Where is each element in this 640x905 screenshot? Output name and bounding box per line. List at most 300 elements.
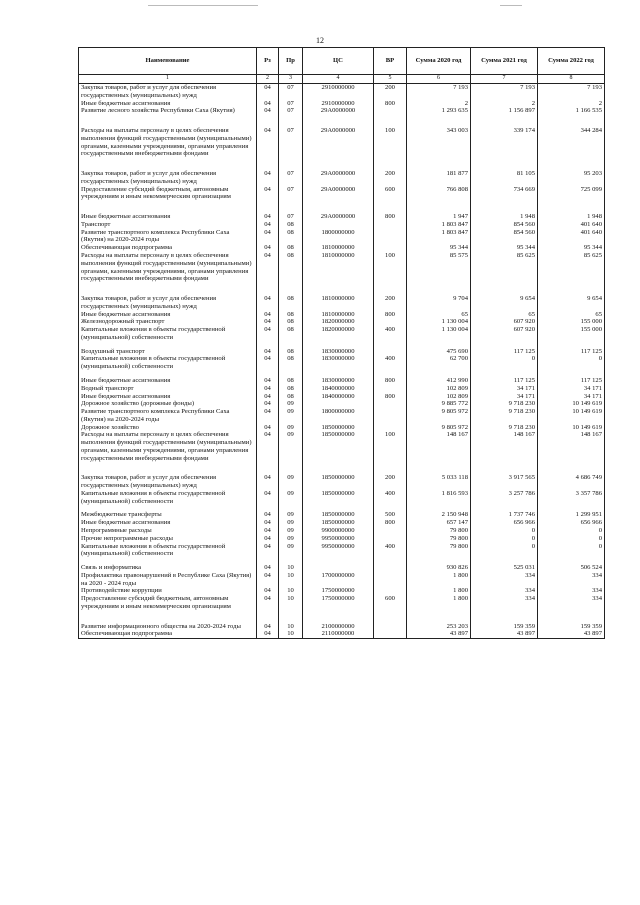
row-sum-2021: 607 920 bbox=[471, 326, 538, 342]
row-spacer bbox=[79, 201, 605, 213]
row-name: Противодействие коррупции bbox=[79, 587, 257, 595]
table-row bbox=[79, 393, 605, 401]
row-sum-2021: 334 bbox=[471, 587, 538, 595]
row-pr: 07 bbox=[279, 127, 303, 158]
row-rz: 04 bbox=[257, 623, 279, 631]
spacer-cell bbox=[257, 611, 279, 623]
header-sum-2021: Сумма 2021 год bbox=[471, 48, 538, 75]
row-sum-2021: 334 bbox=[471, 572, 538, 588]
row-sum-2022: 117 125 bbox=[538, 348, 605, 356]
row-pr: 08 bbox=[279, 393, 303, 401]
row-rz: 04 bbox=[257, 186, 279, 202]
row-rz: 04 bbox=[257, 587, 279, 595]
spacer-cell bbox=[257, 158, 279, 170]
row-rz: 04 bbox=[257, 519, 279, 527]
row-name: Иные бюджетные ассигнования bbox=[79, 311, 257, 319]
spacer-cell bbox=[407, 611, 471, 623]
row-name: Капитальные вложения в объекты государственной (муниципальной) собственности bbox=[79, 326, 257, 342]
row-sum-2022: 1 166 535 bbox=[538, 107, 605, 115]
row-rz: 04 bbox=[257, 377, 279, 385]
row-vr bbox=[374, 535, 407, 543]
row-sum-2021: 1 737 746 bbox=[471, 511, 538, 519]
header-cs: ЦС bbox=[303, 48, 374, 75]
table-row bbox=[79, 318, 605, 326]
row-spacer bbox=[79, 158, 605, 170]
row-name: Прочие непрограммные расходы bbox=[79, 535, 257, 543]
row-sum-2022: 506 524 bbox=[538, 564, 605, 572]
row-vr bbox=[374, 408, 407, 424]
spacer-cell bbox=[257, 462, 279, 474]
row-cs: 2110000000 bbox=[303, 630, 374, 638]
scan-mark-left bbox=[148, 5, 258, 6]
row-vr: 400 bbox=[374, 326, 407, 342]
spacer-cell bbox=[257, 201, 279, 213]
row-sum-2020: 475 690 bbox=[407, 348, 471, 356]
row-cs: 1830000000 bbox=[303, 348, 374, 356]
row-cs: 1850000000 bbox=[303, 474, 374, 490]
row-sum-2020: 2 150 948 bbox=[407, 511, 471, 519]
row-cs: 1850000000 bbox=[303, 431, 374, 462]
row-sum-2022: 159 359 bbox=[538, 623, 605, 631]
row-sum-2020: 412 990 bbox=[407, 377, 471, 385]
row-pr: 10 bbox=[279, 564, 303, 572]
table-row bbox=[79, 311, 605, 319]
row-sum-2022: 7 193 bbox=[538, 84, 605, 100]
row-name: Межбюджетные трансферты bbox=[79, 511, 257, 519]
row-sum-2022: 2 bbox=[538, 100, 605, 108]
row-vr bbox=[374, 564, 407, 572]
row-vr bbox=[374, 385, 407, 393]
row-vr bbox=[374, 527, 407, 535]
column-number-row bbox=[79, 75, 605, 84]
row-cs bbox=[303, 400, 374, 408]
row-name: Иные бюджетные ассигнования bbox=[79, 393, 257, 401]
row-sum-2021: 85 625 bbox=[471, 252, 538, 283]
header-sum-2022: Сумма 2022 год bbox=[538, 48, 605, 75]
row-pr: 09 bbox=[279, 543, 303, 559]
row-name: Развитие информационного общества на 2020-2024 годы bbox=[79, 623, 257, 631]
header-sum-2020: Сумма 2020 год bbox=[407, 48, 471, 75]
row-pr: 08 bbox=[279, 385, 303, 393]
row-name: Расходы на выплаты персоналу в целях обеспечения выполнения функций государственными (муниципальными) органами, казенными учреждениями, органами управления государственными внебюджетными фондами bbox=[79, 252, 257, 283]
row-name: Иные бюджетные ассигнования bbox=[79, 377, 257, 385]
table-row bbox=[79, 519, 605, 527]
spacer-cell bbox=[279, 158, 303, 170]
row-sum-2022: 656 966 bbox=[538, 519, 605, 527]
row-cs: 9950000000 bbox=[303, 543, 374, 559]
spacer-cell bbox=[538, 158, 605, 170]
row-cs: 1700000000 bbox=[303, 572, 374, 588]
row-vr bbox=[374, 400, 407, 408]
row-rz: 04 bbox=[257, 474, 279, 490]
row-sum-2020: 9 805 972 bbox=[407, 424, 471, 432]
row-rz: 04 bbox=[257, 100, 279, 108]
row-sum-2021: 0 bbox=[471, 543, 538, 559]
table-row bbox=[79, 511, 605, 519]
row-sum-2021: 117 125 bbox=[471, 377, 538, 385]
row-vr bbox=[374, 572, 407, 588]
row-rz: 04 bbox=[257, 572, 279, 588]
spacer-cell bbox=[407, 158, 471, 170]
row-cs: 1850000000 bbox=[303, 511, 374, 519]
table-row bbox=[79, 170, 605, 186]
spacer-cell bbox=[257, 115, 279, 127]
row-sum-2020: 1 800 bbox=[407, 595, 471, 611]
spacer-cell bbox=[538, 462, 605, 474]
table-row bbox=[79, 400, 605, 408]
row-sum-2020: 79 800 bbox=[407, 543, 471, 559]
table-row bbox=[79, 595, 605, 611]
row-vr bbox=[374, 107, 407, 115]
spacer-cell bbox=[471, 611, 538, 623]
row-pr: 09 bbox=[279, 535, 303, 543]
row-cs: 29А0000000 bbox=[303, 186, 374, 202]
row-sum-2022: 0 bbox=[538, 543, 605, 559]
row-sum-2021: 0 bbox=[471, 535, 538, 543]
spacer-cell bbox=[471, 201, 538, 213]
row-sum-2022: 344 284 bbox=[538, 127, 605, 158]
row-sum-2022: 117 125 bbox=[538, 377, 605, 385]
row-name: Обеспечивающая подпрограмма bbox=[79, 630, 257, 638]
row-vr bbox=[374, 623, 407, 631]
row-vr: 200 bbox=[374, 84, 407, 100]
row-sum-2020: 2 bbox=[407, 100, 471, 108]
spacer-cell bbox=[471, 115, 538, 127]
spacer-cell bbox=[407, 462, 471, 474]
row-sum-2022: 401 640 bbox=[538, 229, 605, 245]
row-cs: 1840000000 bbox=[303, 385, 374, 393]
row-name: Закупка товаров, работ и услуг для обеспечения государственных (муниципальных) нужд bbox=[79, 170, 257, 186]
row-sum-2022: 1 948 bbox=[538, 213, 605, 221]
row-rz: 04 bbox=[257, 311, 279, 319]
row-name: Водный транспорт bbox=[79, 385, 257, 393]
table-row bbox=[79, 355, 605, 371]
row-sum-2022: 95 203 bbox=[538, 170, 605, 186]
row-rz: 04 bbox=[257, 564, 279, 572]
table-row bbox=[79, 100, 605, 108]
table-row bbox=[79, 564, 605, 572]
row-cs: 1800000000 bbox=[303, 229, 374, 245]
row-sum-2020: 102 809 bbox=[407, 385, 471, 393]
spacer-cell bbox=[471, 283, 538, 295]
spacer-cell bbox=[79, 201, 257, 213]
row-rz: 04 bbox=[257, 595, 279, 611]
row-pr: 08 bbox=[279, 355, 303, 371]
row-rz: 04 bbox=[257, 400, 279, 408]
row-sum-2022: 95 344 bbox=[538, 244, 605, 252]
table-row bbox=[79, 527, 605, 535]
row-sum-2021: 9 654 bbox=[471, 295, 538, 311]
row-cs: 1850000000 bbox=[303, 424, 374, 432]
row-pr: 09 bbox=[279, 519, 303, 527]
row-name: Закупка товаров, работ и услуг для обеспечения государственных (муниципальных) нужд bbox=[79, 295, 257, 311]
spacer-cell bbox=[303, 283, 374, 295]
spacer-cell bbox=[374, 201, 407, 213]
row-cs bbox=[303, 221, 374, 229]
row-sum-2021: 607 920 bbox=[471, 318, 538, 326]
row-pr: 08 bbox=[279, 295, 303, 311]
spacer-cell bbox=[471, 462, 538, 474]
row-spacer bbox=[79, 462, 605, 474]
row-name: Профилактика правонарушений в Республике Саха (Якутия) на 2020 - 2024 годы bbox=[79, 572, 257, 588]
row-name: Связь и информатика bbox=[79, 564, 257, 572]
header-pr: Пр bbox=[279, 48, 303, 75]
row-cs: 1840000000 bbox=[303, 393, 374, 401]
row-name: Дорожное хозяйство (дорожные фонды) bbox=[79, 400, 257, 408]
row-sum-2022: 4 686 749 bbox=[538, 474, 605, 490]
row-name: Развитие транспортного комплекса Республики Саха (Якутия) на 2020-2024 годы bbox=[79, 229, 257, 245]
row-sum-2022: 155 000 bbox=[538, 326, 605, 342]
row-vr: 800 bbox=[374, 377, 407, 385]
table-row bbox=[79, 84, 605, 100]
row-vr: 100 bbox=[374, 252, 407, 283]
row-rz: 04 bbox=[257, 213, 279, 221]
row-sum-2020: 9 885 772 bbox=[407, 400, 471, 408]
row-sum-2021: 95 344 bbox=[471, 244, 538, 252]
row-sum-2020: 1 803 847 bbox=[407, 221, 471, 229]
row-sum-2020: 657 147 bbox=[407, 519, 471, 527]
row-pr: 07 bbox=[279, 84, 303, 100]
row-vr: 400 bbox=[374, 490, 407, 506]
row-pr: 07 bbox=[279, 213, 303, 221]
row-vr bbox=[374, 244, 407, 252]
row-sum-2020: 1 293 635 bbox=[407, 107, 471, 115]
row-cs: 1810000000 bbox=[303, 252, 374, 283]
row-sum-2020: 1 130 004 bbox=[407, 326, 471, 342]
row-cs: 2910000000 bbox=[303, 100, 374, 108]
row-name: Расходы на выплаты персоналу в целях обеспечения выполнения функций государственными (муниципальными) органами, казенными учреждениями, органами управления государственными внебюджетными фондами bbox=[79, 127, 257, 158]
row-name: Иные бюджетные ассигнования bbox=[79, 100, 257, 108]
row-pr: 08 bbox=[279, 377, 303, 385]
page-number: 12 bbox=[316, 36, 324, 45]
row-pr: 09 bbox=[279, 474, 303, 490]
spacer-cell bbox=[279, 283, 303, 295]
row-vr: 800 bbox=[374, 393, 407, 401]
row-pr: 10 bbox=[279, 595, 303, 611]
row-vr bbox=[374, 221, 407, 229]
spacer-cell bbox=[279, 611, 303, 623]
row-sum-2022: 10 149 619 bbox=[538, 424, 605, 432]
row-rz: 04 bbox=[257, 295, 279, 311]
spacer-cell bbox=[374, 158, 407, 170]
row-vr: 400 bbox=[374, 543, 407, 559]
row-sum-2020: 79 800 bbox=[407, 527, 471, 535]
row-rz: 04 bbox=[257, 424, 279, 432]
row-name: Капитальные вложения в объекты государственной (муниципальной) собственности bbox=[79, 355, 257, 371]
row-sum-2022: 34 171 bbox=[538, 393, 605, 401]
header-vr: ВР bbox=[374, 48, 407, 75]
table-row bbox=[79, 408, 605, 424]
row-rz: 04 bbox=[257, 431, 279, 462]
row-sum-2022: 725 099 bbox=[538, 186, 605, 202]
row-name: Дорожное хозяйство bbox=[79, 424, 257, 432]
row-pr: 09 bbox=[279, 424, 303, 432]
row-pr: 10 bbox=[279, 587, 303, 595]
spacer-cell bbox=[279, 201, 303, 213]
row-pr: 08 bbox=[279, 229, 303, 245]
spacer-cell bbox=[303, 201, 374, 213]
row-sum-2022: 155 000 bbox=[538, 318, 605, 326]
row-sum-2020: 62 700 bbox=[407, 355, 471, 371]
row-sum-2020: 7 193 bbox=[407, 84, 471, 100]
column-number: 2 bbox=[257, 75, 279, 84]
row-rz: 04 bbox=[257, 630, 279, 638]
column-number: 6 bbox=[407, 75, 471, 84]
row-cs: 29А0000000 bbox=[303, 107, 374, 115]
row-sum-2020: 43 897 bbox=[407, 630, 471, 638]
table-row bbox=[79, 431, 605, 462]
row-cs: 9900000000 bbox=[303, 527, 374, 535]
table-row bbox=[79, 377, 605, 385]
column-number: 3 bbox=[279, 75, 303, 84]
table-row bbox=[79, 572, 605, 588]
row-sum-2022: 65 bbox=[538, 311, 605, 319]
row-cs: 1810000000 bbox=[303, 244, 374, 252]
row-sum-2020: 343 003 bbox=[407, 127, 471, 158]
row-rz: 04 bbox=[257, 127, 279, 158]
row-rz: 04 bbox=[257, 221, 279, 229]
row-spacer bbox=[79, 115, 605, 127]
row-sum-2021: 0 bbox=[471, 355, 538, 371]
row-sum-2022: 43 897 bbox=[538, 630, 605, 638]
row-cs: 29А0000000 bbox=[303, 213, 374, 221]
row-sum-2020: 930 826 bbox=[407, 564, 471, 572]
row-pr: 10 bbox=[279, 572, 303, 588]
table-row bbox=[79, 213, 605, 221]
row-pr: 07 bbox=[279, 100, 303, 108]
row-vr: 200 bbox=[374, 170, 407, 186]
row-sum-2022: 334 bbox=[538, 587, 605, 595]
row-pr: 08 bbox=[279, 318, 303, 326]
row-sum-2020: 1 803 847 bbox=[407, 229, 471, 245]
row-cs: 1810000000 bbox=[303, 311, 374, 319]
row-sum-2021: 34 171 bbox=[471, 385, 538, 393]
table-row bbox=[79, 326, 605, 342]
row-sum-2021: 81 105 bbox=[471, 170, 538, 186]
row-pr: 09 bbox=[279, 527, 303, 535]
row-name: Капитальные вложения в объекты государственной (муниципальной) собственности bbox=[79, 490, 257, 506]
row-pr: 09 bbox=[279, 490, 303, 506]
row-rz: 04 bbox=[257, 252, 279, 283]
table-row bbox=[79, 186, 605, 202]
header-row bbox=[79, 48, 605, 75]
row-rz: 04 bbox=[257, 490, 279, 506]
scan-mark-right bbox=[500, 5, 522, 6]
row-sum-2021: 34 171 bbox=[471, 393, 538, 401]
row-sum-2020: 85 575 bbox=[407, 252, 471, 283]
spacer-cell bbox=[79, 283, 257, 295]
row-sum-2021: 854 560 bbox=[471, 229, 538, 245]
spacer-cell bbox=[407, 283, 471, 295]
row-sum-2021: 1 156 897 bbox=[471, 107, 538, 115]
row-sum-2021: 148 167 bbox=[471, 431, 538, 462]
spacer-cell bbox=[279, 115, 303, 127]
row-rz: 04 bbox=[257, 326, 279, 342]
row-pr: 08 bbox=[279, 311, 303, 319]
row-sum-2022: 9 654 bbox=[538, 295, 605, 311]
row-pr: 09 bbox=[279, 400, 303, 408]
row-sum-2021: 117 125 bbox=[471, 348, 538, 356]
row-pr: 08 bbox=[279, 252, 303, 283]
row-pr: 07 bbox=[279, 107, 303, 115]
row-sum-2022: 401 640 bbox=[538, 221, 605, 229]
table-row bbox=[79, 244, 605, 252]
row-rz: 04 bbox=[257, 170, 279, 186]
row-cs: 1750000000 bbox=[303, 595, 374, 611]
row-sum-2020: 766 808 bbox=[407, 186, 471, 202]
row-pr: 07 bbox=[279, 170, 303, 186]
spacer-cell bbox=[374, 283, 407, 295]
row-cs: 2100000000 bbox=[303, 623, 374, 631]
row-sum-2021: 334 bbox=[471, 595, 538, 611]
row-cs: 1850000000 bbox=[303, 490, 374, 506]
row-cs: 29А0000000 bbox=[303, 170, 374, 186]
column-number: 1 bbox=[79, 75, 257, 84]
header-name: Наименование bbox=[79, 48, 257, 75]
row-cs: 9950000000 bbox=[303, 535, 374, 543]
row-sum-2020: 253 203 bbox=[407, 623, 471, 631]
row-sum-2020: 95 344 bbox=[407, 244, 471, 252]
row-rz: 04 bbox=[257, 385, 279, 393]
row-name: Непрограммные расходы bbox=[79, 527, 257, 535]
row-rz: 04 bbox=[257, 511, 279, 519]
row-vr bbox=[374, 587, 407, 595]
row-sum-2021: 1 948 bbox=[471, 213, 538, 221]
spacer-cell bbox=[538, 201, 605, 213]
row-pr: 08 bbox=[279, 348, 303, 356]
row-vr: 800 bbox=[374, 311, 407, 319]
row-cs: 1820000000 bbox=[303, 326, 374, 342]
table-row bbox=[79, 623, 605, 631]
column-number: 4 bbox=[303, 75, 374, 84]
spacer-cell bbox=[279, 462, 303, 474]
table-row bbox=[79, 587, 605, 595]
row-name: Предоставление субсидий бюджетным, автономным учреждениям и иным некоммерческим организациям bbox=[79, 595, 257, 611]
table-row bbox=[79, 474, 605, 490]
spacer-cell bbox=[79, 462, 257, 474]
row-vr: 100 bbox=[374, 431, 407, 462]
row-cs: 1810000000 bbox=[303, 295, 374, 311]
row-rz: 04 bbox=[257, 535, 279, 543]
row-cs: 1830000000 bbox=[303, 355, 374, 371]
row-pr: 09 bbox=[279, 511, 303, 519]
table-row bbox=[79, 107, 605, 115]
row-sum-2020: 5 033 118 bbox=[407, 474, 471, 490]
table-row bbox=[79, 490, 605, 506]
spacer-cell bbox=[303, 158, 374, 170]
row-sum-2021: 2 bbox=[471, 100, 538, 108]
row-rz: 04 bbox=[257, 355, 279, 371]
spacer-cell bbox=[407, 115, 471, 127]
spacer-cell bbox=[79, 158, 257, 170]
row-sum-2022: 0 bbox=[538, 535, 605, 543]
row-name: Развитие лесного хозяйства Республики Саха (Якутия) bbox=[79, 107, 257, 115]
row-vr: 500 bbox=[374, 511, 407, 519]
row-spacer bbox=[79, 611, 605, 623]
row-cs: 2910000000 bbox=[303, 84, 374, 100]
row-sum-2022: 34 171 bbox=[538, 385, 605, 393]
row-rz: 04 bbox=[257, 348, 279, 356]
table-row bbox=[79, 295, 605, 311]
row-sum-2021: 43 897 bbox=[471, 630, 538, 638]
row-name: Капитальные вложения в объекты государственной (муниципальной) собственности bbox=[79, 543, 257, 559]
row-pr: 07 bbox=[279, 186, 303, 202]
row-sum-2020: 65 bbox=[407, 311, 471, 319]
row-sum-2020: 1 130 004 bbox=[407, 318, 471, 326]
row-sum-2022: 148 167 bbox=[538, 431, 605, 462]
spacer-cell bbox=[374, 611, 407, 623]
row-cs: 1850000000 bbox=[303, 519, 374, 527]
